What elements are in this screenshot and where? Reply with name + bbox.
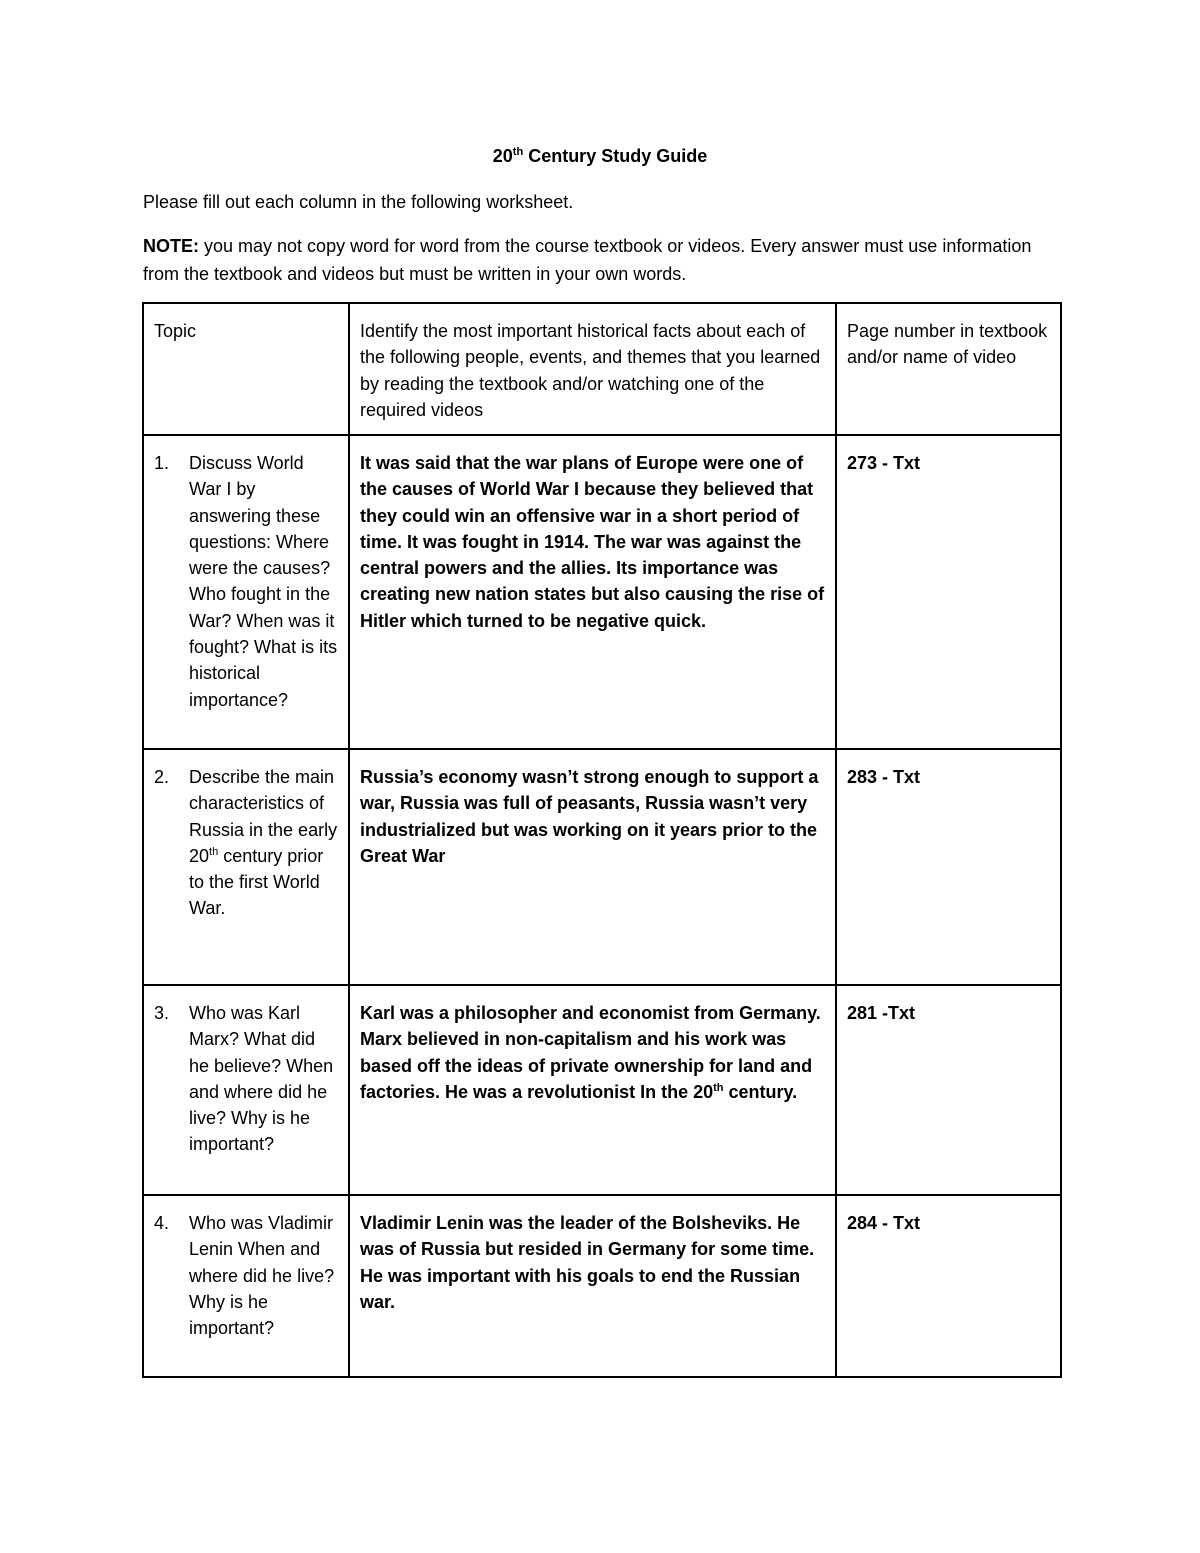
answer-text-part: century. bbox=[723, 1081, 798, 1102]
answer-cell bbox=[349, 985, 836, 1195]
answer-superscript: th bbox=[713, 1081, 724, 1094]
page-cell: 284 - Txt bbox=[836, 1195, 1061, 1377]
topic-text-part: Describe the main characteristics of Russia in the early 20 bbox=[189, 767, 338, 866]
title-suffix: Century Study Guide bbox=[523, 146, 708, 166]
topic-number: 1. bbox=[154, 453, 170, 473]
answer-cell: Vladimir Lenin was the leader of the Bolsheviks. He was of Russia but resided in Germany for some time. He was important with his goals to end the Russian war. bbox=[349, 1195, 836, 1377]
table-row bbox=[143, 435, 1061, 749]
note-label: NOTE: bbox=[143, 236, 199, 256]
header-topic: Topic bbox=[143, 303, 349, 435]
header-page: Page number in textbook and/or name of video bbox=[836, 303, 1061, 435]
topic-text bbox=[189, 764, 338, 922]
page-cell: 283 - Txt bbox=[836, 749, 1061, 985]
topic-cell bbox=[143, 749, 349, 985]
header-facts: Identify the most important historical facts about each of the following people, events, and themes that you learned by reading the textbook and/or watching one of the required videos bbox=[349, 303, 836, 435]
topic-number: 3. bbox=[154, 1003, 170, 1023]
table-row bbox=[143, 985, 1061, 1195]
answer-cell: It was said that the war plans of Europe were one of the causes of World War I because they believed that they could win an offensive war in a short period of time. It was fought in 1914. The war was against the central powers and the allies. Its importance was creating new nation states but also causing the rise of Hitler which turned to be negative quick. bbox=[349, 435, 836, 749]
table-row bbox=[143, 749, 1061, 985]
note-text: you may not copy word for word from the course textbook or videos. Every answer must use information from the textbook and videos but must be written in your own words. bbox=[143, 236, 1032, 284]
topic-superscript: th bbox=[209, 845, 219, 858]
topic-number: 4. bbox=[154, 1213, 170, 1233]
answer-text-part: Karl was a philosopher and economist from Germany. Marx believed in non-capitalism and his work was based off the ideas of private ownership for land and factories. He was a revolutionist In the 20 bbox=[360, 1003, 821, 1102]
table-row bbox=[143, 1195, 1061, 1377]
note-paragraph bbox=[143, 232, 1063, 288]
instructions-text: Please fill out each column in the following worksheet. bbox=[143, 192, 574, 212]
title-prefix: 20 bbox=[492, 146, 513, 166]
topic-text-part: century prior to the first World War. bbox=[189, 845, 324, 919]
topic-text: Discuss World War I by answering these questions: Where were the causes? Who fought in the War? When was it fought? What is its historical importance? bbox=[189, 453, 338, 710]
study-guide-table bbox=[142, 302, 1062, 1378]
topic-text: Who was Karl Marx? What did he believe? When and where did he live? Why is he important? bbox=[189, 1003, 334, 1155]
topic-number: 2. bbox=[154, 767, 170, 787]
topic-text: Who was Vladimir Lenin When and where did he live? Why is he important? bbox=[189, 1213, 335, 1339]
topic-cell bbox=[143, 1195, 349, 1377]
title-superscript: th bbox=[512, 146, 524, 158]
table-header-row bbox=[143, 303, 1061, 435]
answer-cell: Russia’s economy wasn’t strong enough to support a war, Russia was full of peasants, Russia wasn’t very industrialized but was working on it years prior to the Great War bbox=[349, 749, 836, 985]
topic-cell bbox=[143, 435, 349, 749]
page-title bbox=[0, 143, 1200, 169]
page-cell: 281 -Txt bbox=[836, 985, 1061, 1195]
page-cell: 273 - Txt bbox=[836, 435, 1061, 749]
topic-cell bbox=[143, 985, 349, 1195]
